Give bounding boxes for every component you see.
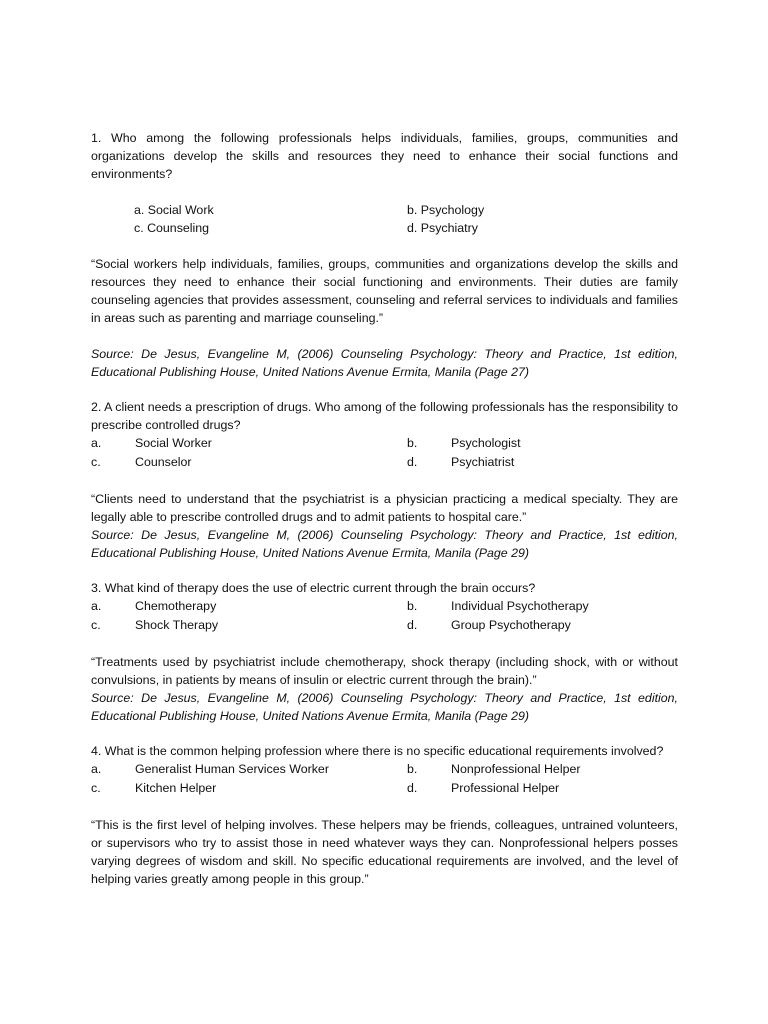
question-2-options-row-2 bbox=[91, 453, 678, 472]
question-2-option-a-text: Social Worker bbox=[135, 436, 212, 450]
question-4-option-a-letter: a. bbox=[91, 762, 102, 776]
question-1-option-d: d. Psychiatry bbox=[407, 221, 478, 235]
question-2-stem: 2. A client needs a prescription of drugs. Who among of the following professionals has the responsibility to prescribe controlled drugs? bbox=[91, 400, 678, 432]
question-4-option-b-text: Nonprofessional Helper bbox=[451, 762, 581, 776]
question-1-options bbox=[91, 201, 678, 237]
question-3-option-c-letter: c. bbox=[91, 618, 101, 632]
question-4-option-c-letter: c. bbox=[91, 781, 101, 795]
question-3-options-row-1 bbox=[91, 597, 678, 616]
question-3-source: Source: De Jesus, Evangeline M, (2006) Counseling Psychology: Theory and Practice, 1st edition, Educational Publishing House, United Nations Avenue Ermita, Manila (Page 29) bbox=[91, 691, 678, 723]
question-2-quote: “Clients need to understand that the psychiatrist is a physician practicing a medical specialty. They are legally able to prescribe controlled drugs and to admit patients to hospital care.” bbox=[91, 492, 678, 524]
question-3-option-d-letter: d. bbox=[407, 618, 418, 632]
question-1-quote: “Social workers help individuals, families, groups, communities and organizations develop the skills and resources they need to enhance their social functioning and environments. Their duties are family counseling agencies that provides assessment, counseling and referral services to individuals and families in areas such as parenting and marriage counseling.” bbox=[91, 257, 678, 325]
question-3-option-b-letter: b. bbox=[407, 599, 418, 613]
question-2-option-c-text: Counselor bbox=[135, 455, 192, 469]
question-2-option-d-letter: d. bbox=[407, 455, 418, 469]
question-3-option-c-text: Shock Therapy bbox=[135, 618, 219, 632]
document-page bbox=[91, 129, 678, 888]
question-1 bbox=[91, 129, 678, 381]
question-2-option-c-letter: c. bbox=[91, 455, 101, 469]
question-1-option-a: a. Social Work bbox=[134, 203, 214, 217]
question-4-stem: 4. What is the common helping profession where there is no specific educational requirements involved? bbox=[91, 744, 664, 758]
question-4-option-a-text: Generalist Human Services Worker bbox=[135, 762, 329, 776]
question-4-quote: “This is the first level of helping involves. These helpers may be friends, colleagues, untrained volunteers, or supervisors who try to assist those in need whatever ways they can. Nonprofessional helpers posses varying degrees of wisdom and skill. No specific educational requirements are involved, and the level of helping varies greatly among people in this group.” bbox=[91, 818, 678, 886]
question-1-source: Source: De Jesus, Evangeline M, (2006) Counseling Psychology: Theory and Practice, 1st edition, Educational Publishing House, United Nations Avenue Ermita, Manila (Page 27) bbox=[91, 347, 678, 379]
question-2 bbox=[91, 398, 678, 562]
question-4-option-b-letter: b. bbox=[407, 762, 418, 776]
question-3-option-b-text: Individual Psychotherapy bbox=[451, 599, 589, 613]
question-4-option-d-text: Professional Helper bbox=[451, 781, 560, 795]
question-1-option-c: c. Counseling bbox=[134, 221, 210, 235]
question-1-option-b: b. Psychology bbox=[407, 203, 485, 217]
question-4-option-c-text: Kitchen Helper bbox=[135, 781, 217, 795]
question-1-stem: 1. Who among the following professionals helps individuals, families, groups, communities and organizations develop the skills and resources they need to enhance their social functions and environments? bbox=[91, 131, 678, 181]
question-3-option-a-letter: a. bbox=[91, 599, 102, 613]
question-2-option-b-text: Psychologist bbox=[451, 436, 521, 450]
question-4-option-d-letter: d. bbox=[407, 781, 418, 795]
question-3-option-d-text: Group Psychotherapy bbox=[451, 618, 571, 632]
question-4-options-row-1 bbox=[91, 760, 678, 779]
question-4-options-row-2 bbox=[91, 779, 678, 798]
question-3-option-a-text: Chemotherapy bbox=[135, 599, 217, 613]
question-2-options-row-1 bbox=[91, 434, 678, 453]
question-3 bbox=[91, 579, 678, 725]
question-2-option-a-letter: a. bbox=[91, 436, 102, 450]
question-2-source: Source: De Jesus, Evangeline M, (2006) Counseling Psychology: Theory and Practice, 1st edition, Educational Publishing House, United Nations Avenue Ermita, Manila (Page 29) bbox=[91, 528, 678, 560]
question-4 bbox=[91, 742, 678, 888]
question-2-option-d-text: Psychiatrist bbox=[451, 455, 515, 469]
question-3-stem: 3. What kind of therapy does the use of electric current through the brain occurs? bbox=[91, 581, 536, 595]
question-3-quote: “Treatments used by psychiatrist include chemotherapy, shock therapy (including shock, with or without convulsions, in patients by means of insulin or electric current through the brain).” bbox=[91, 655, 678, 687]
question-2-option-b-letter: b. bbox=[407, 436, 418, 450]
question-3-options-row-2 bbox=[91, 616, 678, 635]
